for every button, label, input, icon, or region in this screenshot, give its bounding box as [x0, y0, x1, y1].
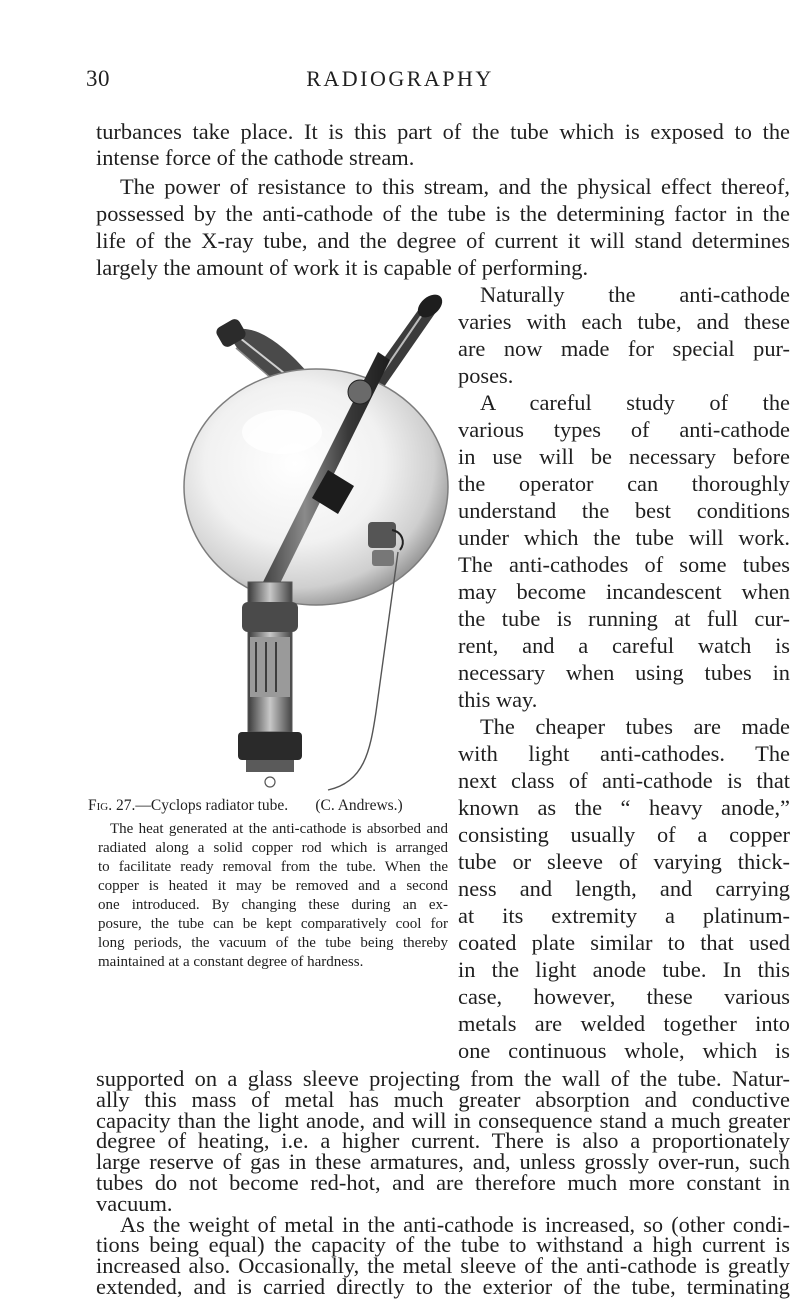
caption-line: one introduced. By changing these during an ex- — [98, 897, 448, 913]
caption-line: maintained at a constant degree of hardness. — [98, 954, 364, 970]
text-line: vacuum. — [96, 1190, 173, 1216]
text-line: understand the best conditions — [458, 498, 790, 523]
text-line: increased also. Occasionally, the metal sleeve of the anti-cathode is greatly — [96, 1253, 790, 1279]
text-line: tube or sleeve of varying thick- — [458, 849, 790, 874]
text-line: largely the amount of work it is capable of performing. — [96, 255, 589, 280]
text-line: at its extremity a platinum- — [458, 903, 790, 928]
caption-line: long periods, the vacuum of the tube being thereby — [98, 935, 448, 951]
figure-title: —Cyclops radiator tube. — [135, 797, 289, 814]
caption-line: radiated along a solid copper rod which is arranged — [98, 840, 448, 856]
xray-tube-illustration — [178, 282, 464, 792]
text-line: under which the tube will work. — [458, 525, 790, 550]
caption-line: to facilitate ready removal from the tube. When the — [98, 859, 448, 875]
text-line: one continuous whole, which is — [458, 1038, 790, 1063]
text-line: life of the X-ray tube, and the degree of current it will stand determines — [96, 228, 790, 253]
text-line: the operator can thoroughly — [458, 471, 790, 496]
text-line: Naturally the anti-cathode — [480, 282, 790, 307]
text-line: known as the “ heavy anode,” — [458, 795, 790, 820]
text-line: extended, and is carried directly to the exterior of the tube, terminating — [96, 1274, 790, 1299]
text-line: are now made for special pur- — [458, 336, 790, 361]
text-line: with light anti-cathodes. The — [458, 741, 790, 766]
text-line: The anti-cathodes of some tubes — [458, 552, 790, 577]
text-line: may become incandescent when — [458, 579, 790, 604]
text-line: the tube is running at full cur- — [458, 606, 790, 631]
text-line: large reserve of gas in these armatures, and, unless grossly over-run, such — [96, 1149, 790, 1175]
text-line: supported on a glass sleeve projecting from the wall of the tube. Natur- — [96, 1066, 790, 1091]
text-line: A careful study of the — [480, 390, 790, 415]
text-line: ness and length, and carrying — [458, 876, 790, 901]
text-line: tubes do not become red-hot, and are therefore much more constant in — [96, 1170, 790, 1195]
text-line: case, however, these various — [458, 984, 790, 1009]
text-line: poses. — [458, 363, 514, 388]
text-line: in the light anode tube. In this — [458, 957, 790, 982]
xray-tube-drawing — [178, 282, 464, 792]
text-line: degree of heating, i.e. a higher current. There is also a proportionately — [96, 1128, 790, 1154]
text-line: tions being equal) the capacity of the tube to withstand a high current is — [96, 1232, 790, 1258]
text-line: this way. — [458, 687, 538, 712]
figure-credit: (C. Andrews.) — [315, 797, 403, 814]
text-line: ally this mass of metal has much greater absorption and conductive — [96, 1086, 790, 1112]
text-line: rent, and a careful watch is — [458, 633, 790, 658]
page-number: 30 — [86, 66, 110, 91]
tube-neck — [238, 582, 302, 787]
text-line: possessed by the anti-cathode of the tube is the determining factor in the — [96, 201, 790, 226]
text-line: consisting usually of a copper — [458, 822, 790, 847]
text-line: intense force of the cathode stream. — [96, 145, 415, 170]
text-line: As the weight of metal in the anti-cathode is increased, so (other condi- — [120, 1211, 790, 1237]
text-line: metals are welded together into — [458, 1011, 790, 1036]
text-line: capacity than the light anode, and will in consequence stand a much greater — [96, 1107, 790, 1133]
text-line: varies with each tube, and these — [458, 309, 790, 334]
text-line: in use will be necessary before — [458, 444, 790, 469]
text-line: coated plate similar to that used — [458, 930, 790, 955]
text-line: necessary when using tubes in — [458, 660, 790, 685]
caption-line: posure, the tube can be kept comparatively cool for — [98, 916, 448, 932]
text-line: The power of resistance to this stream, and the physical effect thereof, — [120, 174, 790, 199]
text-line: various types of anti-cathode — [458, 417, 790, 442]
caption-line: copper is heated it may be removed and a second — [98, 878, 448, 894]
text-line: turbances take place. It is this part of the tube which is exposed to the — [96, 119, 790, 144]
figure-caption-title — [88, 796, 448, 816]
caption-line: The heat generated at the anti-cathode is absorbed and — [110, 821, 448, 837]
figure-label: Fig. 27. — [88, 797, 136, 814]
text-line: next class of anti-cathode is that — [458, 768, 790, 793]
running-title: RADIOGRAPHY — [306, 66, 494, 91]
text-line: The cheaper tubes are made — [480, 714, 790, 739]
